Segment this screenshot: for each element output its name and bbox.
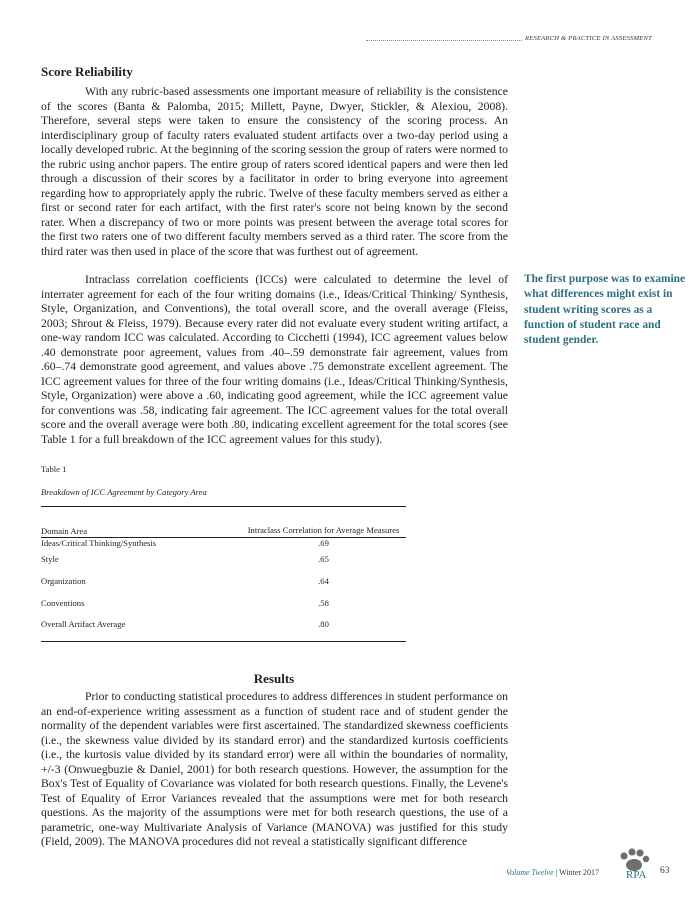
table-row <box>41 598 406 620</box>
icc-value-cell: .65 <box>318 554 329 564</box>
score-reliability-body <box>41 85 508 447</box>
column-header-icc: Intraclass Correlation for Average Measures <box>247 525 400 535</box>
column-header-domain-area: Domain Area <box>41 526 88 536</box>
table-row <box>41 619 406 641</box>
domain-area-cell: Conventions <box>41 597 85 608</box>
icc-value-cell: .58 <box>318 597 329 608</box>
icc-table <box>41 506 406 642</box>
page-number: 63 <box>660 866 670 876</box>
volume-label: Volume Twelve <box>506 868 554 877</box>
paragraph: With any rubric-based assessments one important measure of reliability is the consistence of the scores (Banta & Palomba, 2015; Millett, Payne, Dwyer, Stickler, & Alexiou, 2008). Therefore, several steps were taken to ensure the consistency of the scoring process. An interdisciplinary group of faculty raters evaluated student artifacts over a two-day period using a locally developed rubric. At the beginning of the scoring session the group of raters were normed to the rubric using anchor papers. The entire group of raters scored identical papers and were then led through a discussion of their scores by a facilitator in order to bring everyone into agreement regarding how to appropriately apply the rubric. Twelve of these faculty members served as either a first or second rater for each artifact, with the first rater's score not being known by the second rater. When a discrepancy of two or more points was present between the average total scores for the first two raters one of two different faculty members served as a third rater. The score from the third rater was then used in place of the score that was furthest out of agreement. <box>41 85 508 258</box>
table-caption: Breakdown of ICC Agreement by Category Area <box>41 487 207 497</box>
table-row <box>41 576 406 598</box>
table-row <box>41 554 406 576</box>
domain-area-cell: Organization <box>41 575 86 586</box>
domain-area-cell: Style <box>41 554 59 564</box>
icc-value-cell: .69 <box>318 538 329 548</box>
section-heading-score-reliability: Score Reliability <box>41 64 133 79</box>
section-heading-results: Results <box>253 671 295 686</box>
table-label: Table 1 <box>41 464 67 474</box>
table-row <box>41 538 406 554</box>
icc-value-cell: .64 <box>318 575 329 586</box>
header-dotted-rule <box>366 40 522 41</box>
table-body <box>41 538 406 641</box>
paragraph: Prior to conducting statistical procedures to address differences in student performance on an end-of-experience writing assessment as a function of student race and of student gender the normality of the dependent variables were first ascertained. The standardized skewness coefficients (i.e., the skewness value divided by its standard error) and the standardized kurtosis coefficients (i.e., the kurtosis value divided by its standard error) were all within the boundaries of normality, +/-3 (Onwuegbuzie & Daniel, 2001) for both research questions. However, the assumption for the Box's Test of Equality of Covariance was violated for both research questions. Finally, the Levene's Test of Equality of Error Variances revealed that the assumptions were met for both research questions. As the majority of the assumptions were met for both research questions, the use of a parametric, one-way Multivariate Analysis of Variance (MANOVA) was justified for this study (Field, 2009). The MANOVA procedures did not reveal a statistically significant difference <box>41 690 508 848</box>
rpa-paw-logo-icon <box>615 848 655 880</box>
footer-separator: | <box>553 868 560 877</box>
journal-running-header: RESEARCH & PRACTICE IN ASSESSMENT <box>525 35 652 42</box>
domain-area-cell: Ideas/Critical Thinking/Synthesis <box>41 538 157 548</box>
icc-value-cell: .80 <box>318 619 329 630</box>
domain-area-cell: Overall Artifact Average <box>41 619 126 630</box>
footer-volume-info <box>506 868 599 877</box>
pull-quote: The first purpose was to examine what differences might exist in student writing scores as a function of student race and student gender. <box>524 273 686 347</box>
rpa-logo-text: RPA <box>626 869 647 880</box>
season-label: Winter 2017 <box>559 868 599 877</box>
results-body <box>41 690 508 850</box>
table-header-row <box>41 507 406 538</box>
paragraph: Intraclass correlation coefficients (ICCs) were calculated to determine the level of interrater agreement for each of the four writing domains (i.e., Ideas/Critical Thinking/ Synthesis, Style, Organization, and Conventions), the total overall score, and the overall average (Fleiss, 2003; Shrout & Fleiss, 1979). Because every rater did not evaluate every student writing artifact, a one-way random ICC was calculated. According to Cicchetti (1994), ICC agreement values below .40 demonstrate poor agreement, values from .40–.59 demonstrate fair agreement, values from .60–.74 demonstrate good agreement, and values above .75 demonstrate excellent agreement. The ICC agreement values for three of the four writing domains (i.e., Ideas/Critical Thinking/Synthesis, Style, Organization) were above a .60, indicating good agreement, while the ICC agreement value for conventions was .58, indicating fair agreement. The ICC agreement values for the total overall score and the overall average were both .80, indicating excellent agreement for the total scores (see Table 1 for a full breakdown of the ICC agreement values for this study). <box>41 273 508 446</box>
